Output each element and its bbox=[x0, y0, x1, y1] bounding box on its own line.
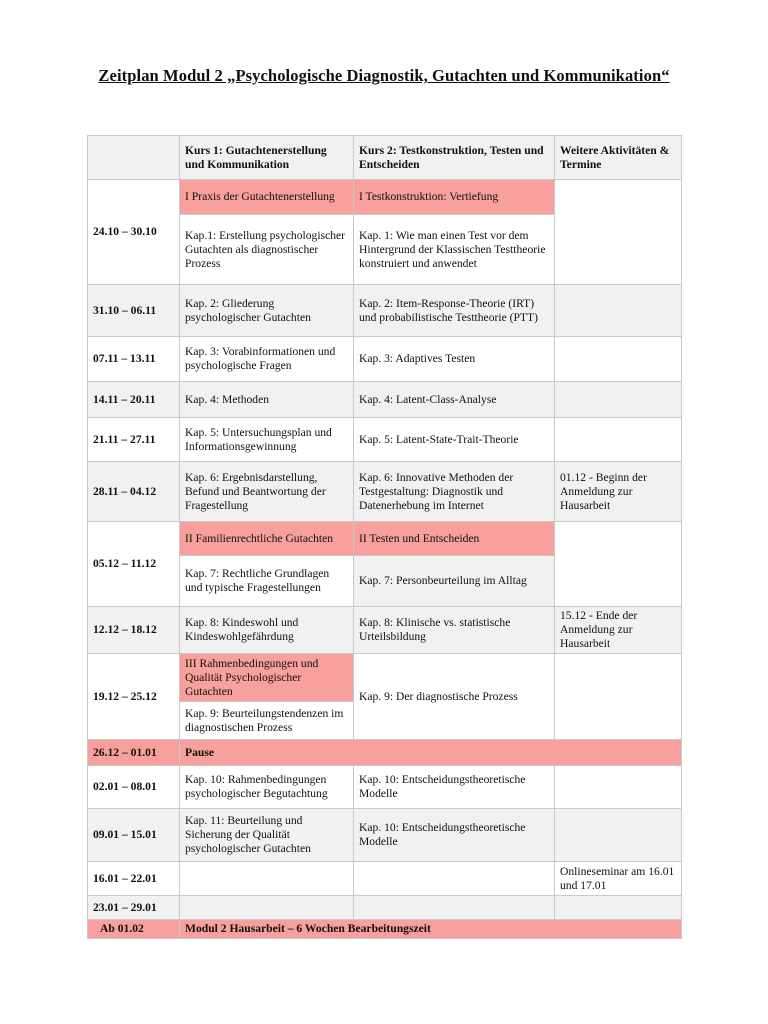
activity-cell: 01.12 - Beginn der Anmeldung zur Hausarbeit bbox=[555, 462, 682, 522]
kurs1-cell: Kap. 6: Ergebnisdarstellung, Befund und Beantwortung der Fragestellung bbox=[180, 462, 354, 522]
header-kurs2: Kurs 2: Testkonstruktion, Testen und Entscheiden bbox=[354, 136, 555, 180]
table-row bbox=[88, 607, 682, 654]
table-row bbox=[88, 809, 682, 862]
kurs1-cell bbox=[180, 896, 354, 920]
kurs1-cell: Kap. 2: Gliederung psychologischer Gutachten bbox=[180, 285, 354, 337]
table-row bbox=[88, 462, 682, 522]
date-cell: 23.01 – 29.01 bbox=[88, 896, 180, 920]
date-cell: 09.01 – 15.01 bbox=[88, 809, 180, 862]
kurs1-cell: Kap. 3: Vorabinformationen und psychologische Fragen bbox=[180, 337, 354, 382]
table-row bbox=[88, 285, 682, 337]
section-heading-kurs2: I Testkonstruktion: Vertiefung bbox=[354, 180, 555, 215]
date-cell: 26.12 – 01.01 bbox=[88, 740, 180, 766]
activity-cell: Onlineseminar am 16.01 und 17.01 bbox=[555, 862, 682, 896]
pause-row bbox=[88, 740, 682, 766]
kurs2-cell: Kap. 10: Entscheidungstheoretische Modelle bbox=[354, 809, 555, 862]
activity-cell bbox=[555, 522, 682, 607]
date-cell: 19.12 – 25.12 bbox=[88, 654, 180, 740]
hausarbeit-row bbox=[88, 920, 682, 939]
date-cell: 21.11 – 27.11 bbox=[88, 418, 180, 462]
table-row bbox=[88, 382, 682, 418]
activity-cell bbox=[555, 285, 682, 337]
activity-cell bbox=[555, 809, 682, 862]
activity-cell bbox=[555, 418, 682, 462]
table-row bbox=[88, 862, 682, 896]
activity-cell bbox=[555, 896, 682, 920]
kurs2-cell: Kap. 1: Wie man einen Test vor dem Hintergrund der Klassischen Testtheorie konstruiert und anwendet bbox=[354, 215, 555, 285]
kurs1-cell: Kap. 11: Beurteilung und Sicherung der Qualität psychologischer Gutachten bbox=[180, 809, 354, 862]
kurs2-cell: Kap. 6: Innovative Methoden der Testgestaltung: Diagnostik und Datenerhebung im Internet bbox=[354, 462, 555, 522]
header-empty-cell bbox=[88, 136, 180, 180]
kurs2-cell: Kap. 9: Der diagnostische Prozess bbox=[354, 654, 555, 740]
date-cell: 28.11 – 04.12 bbox=[88, 462, 180, 522]
schedule-table bbox=[87, 135, 682, 939]
table-row bbox=[88, 766, 682, 809]
activity-cell bbox=[555, 654, 682, 740]
section-heading-kurs2: II Testen und Entscheiden bbox=[354, 522, 555, 556]
section-heading-kurs1: II Familienrechtliche Gutachten bbox=[180, 522, 354, 556]
header-kurs1: Kurs 1: Gutachtenerstellung und Kommunikation bbox=[180, 136, 354, 180]
date-cell: 24.10 – 30.10 bbox=[88, 180, 180, 285]
kurs2-cell: Kap. 2: Item-Response-Theorie (IRT) und probabilistische Testtheorie (PTT) bbox=[354, 285, 555, 337]
date-cell: 16.01 – 22.01 bbox=[88, 862, 180, 896]
kurs2-cell: Kap. 5: Latent-State-Trait-Theorie bbox=[354, 418, 555, 462]
kurs1-cell: Kap. 5: Untersuchungsplan und Informationsgewinnung bbox=[180, 418, 354, 462]
activity-cell: 15.12 - Ende der Anmeldung zur Hausarbeit bbox=[555, 607, 682, 654]
date-cell: 07.11 – 13.11 bbox=[88, 337, 180, 382]
kurs1-cell: Kap. 7: Rechtliche Grundlagen und typische Fragestellungen bbox=[180, 556, 354, 607]
kurs1-cell bbox=[180, 862, 354, 896]
kurs1-cell: Kap. 8: Kindeswohl und Kindeswohlgefährdung bbox=[180, 607, 354, 654]
activity-cell bbox=[555, 337, 682, 382]
kurs2-cell: Kap. 10: Entscheidungstheoretische Modelle bbox=[354, 766, 555, 809]
kurs2-cell: Kap. 4: Latent-Class-Analyse bbox=[354, 382, 555, 418]
table-row bbox=[88, 522, 682, 556]
table-row bbox=[88, 654, 682, 702]
pause-label: Pause bbox=[180, 740, 682, 766]
date-cell: 31.10 – 06.11 bbox=[88, 285, 180, 337]
date-cell: 12.12 – 18.12 bbox=[88, 607, 180, 654]
table-row bbox=[88, 337, 682, 382]
table-row bbox=[88, 180, 682, 215]
kurs1-cell: Kap. 10: Rahmenbedingungen psychologischer Begutachtung bbox=[180, 766, 354, 809]
date-cell: 02.01 – 08.01 bbox=[88, 766, 180, 809]
activity-cell bbox=[555, 382, 682, 418]
section-heading-kurs1: I Praxis der Gutachtenerstellung bbox=[180, 180, 354, 215]
kurs1-cell: Kap. 4: Methoden bbox=[180, 382, 354, 418]
hausarbeit-label: Modul 2 Hausarbeit – 6 Wochen Bearbeitungszeit bbox=[180, 920, 682, 939]
kurs2-cell: Kap. 7: Personbeurteilung im Alltag bbox=[354, 556, 555, 607]
section-heading-kurs1: III Rahmenbedingungen und Qualität Psychologischer Gutachten bbox=[180, 654, 354, 702]
kurs2-cell: Kap. 3: Adaptives Testen bbox=[354, 337, 555, 382]
date-cell: 14.11 – 20.11 bbox=[88, 382, 180, 418]
activity-cell bbox=[555, 180, 682, 285]
activity-cell bbox=[555, 766, 682, 809]
kurs2-cell bbox=[354, 896, 555, 920]
date-cell: 05.12 – 11.12 bbox=[88, 522, 180, 607]
kurs1-cell: Kap. 9: Beurteilungstendenzen im diagnostischen Prozess bbox=[180, 702, 354, 740]
table-row bbox=[88, 418, 682, 462]
date-cell: Ab 01.02 bbox=[88, 920, 180, 939]
table-header-row bbox=[88, 136, 682, 180]
kurs2-cell bbox=[354, 862, 555, 896]
header-weitere: Weitere Aktivitäten & Termine bbox=[555, 136, 682, 180]
table-row bbox=[88, 896, 682, 920]
document-title: Zeitplan Modul 2 „Psychologische Diagnostik, Gutachten und Kommunikation“ bbox=[98, 66, 670, 85]
kurs1-cell: Kap.1: Erstellung psychologischer Gutachten als diagnostischer Prozess bbox=[180, 215, 354, 285]
kurs2-cell: Kap. 8: Klinische vs. statistische Urteilsbildung bbox=[354, 607, 555, 654]
